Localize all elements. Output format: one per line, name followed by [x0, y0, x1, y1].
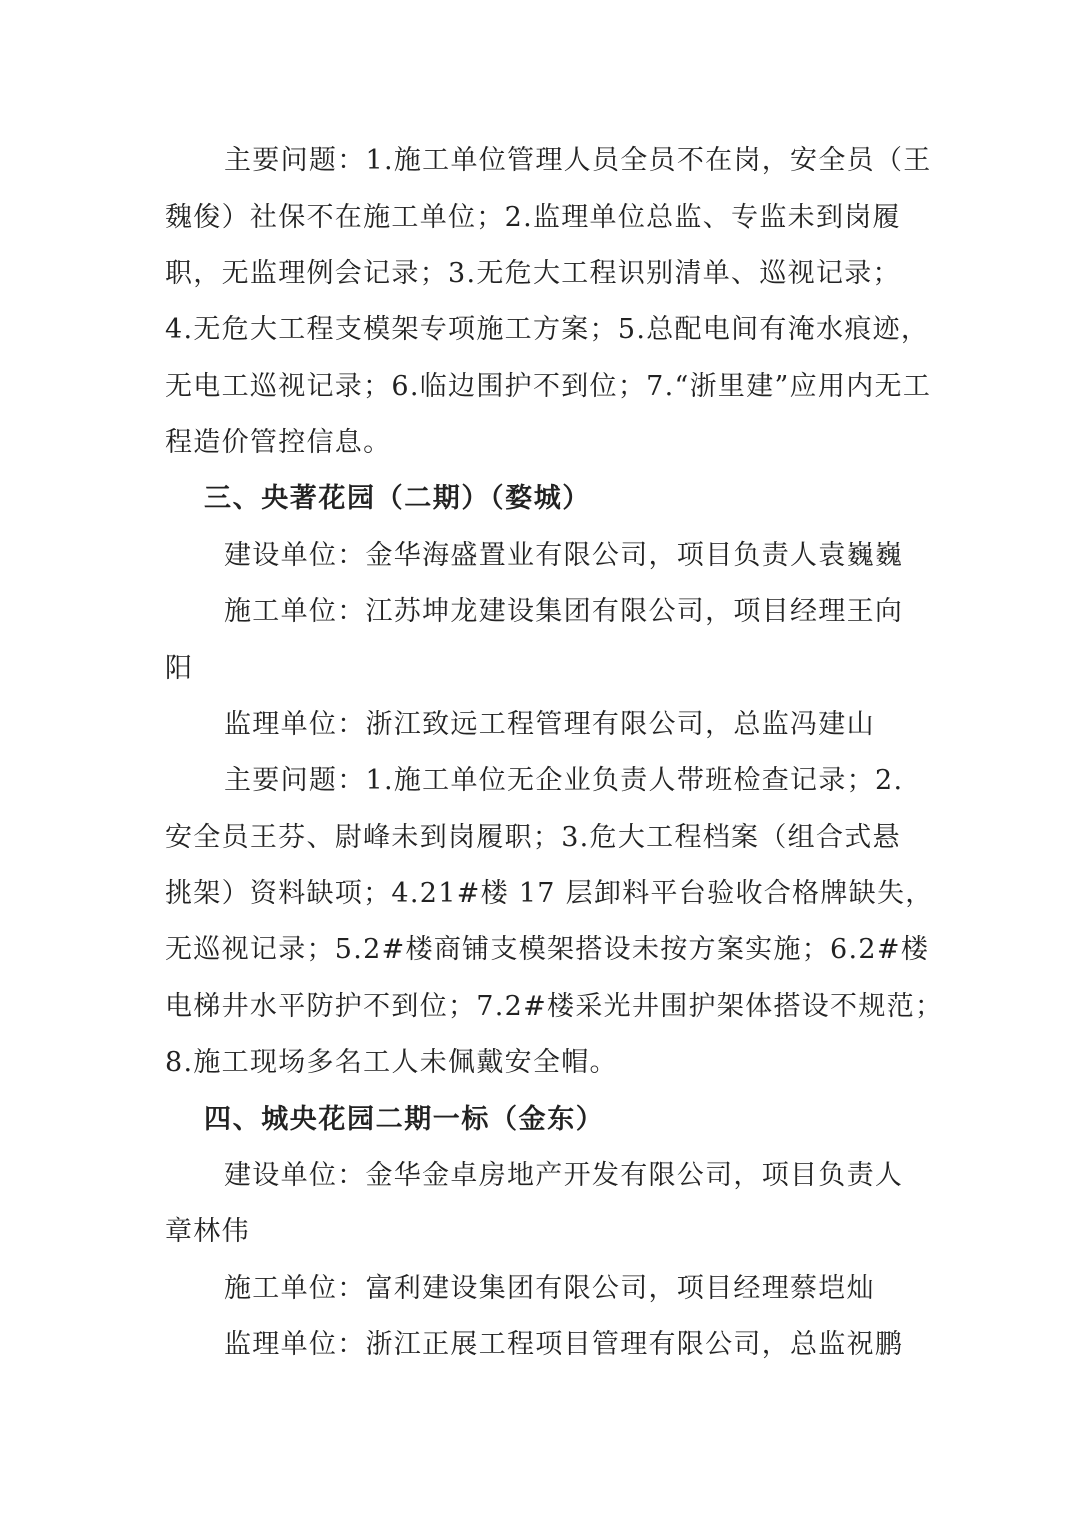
- section-3-problems-line-2: 安全员王芬、尉峰未到岗履职；3.危大工程档案（组合式悬: [165, 822, 901, 853]
- section-3-construction-unit: 建设单位：金华海盛置业有限公司，项目负责人袁巍巍: [224, 540, 904, 571]
- section-3-supervisor: 监理单位：浙江致远工程管理有限公司，总监冯建山: [224, 709, 875, 740]
- problems-2-line-2: 魏俊）社保不在施工单位；2.监理单位总监、专监未到岗履: [165, 202, 901, 233]
- problems-2-line-5: 无电工巡视记录；6.临边围护不到位；7.“浙里建”应用内无工: [165, 371, 932, 402]
- section-3-builder-line-2: 阳: [165, 653, 194, 684]
- section-3-problems-line-4: 无巡视记录；5.2#楼商铺支模架搭设未按方案实施；6.2#楼: [165, 934, 930, 965]
- section-3-problems-line-3: 挑架）资料缺项；4.21#楼 17 层卸料平台验收合格牌缺失，: [165, 878, 934, 909]
- section-4-construction-unit-line-1: 建设单位：金华金卓房地产开发有限公司，项目负责人: [224, 1160, 904, 1191]
- section-3-heading: 三、央著花园（二期）（婺城）: [204, 483, 591, 514]
- problems-2-line-1: 主要问题：1.施工单位管理人员全员不在岗，安全员（王: [224, 145, 932, 176]
- section-4-builder: 施工单位：富利建设集团有限公司，项目经理蔡垲灿: [224, 1273, 875, 1304]
- section-4-construction-unit-line-2: 章林伟: [165, 1216, 250, 1247]
- section-3-problems-line-5: 电梯井水平防护不到位；7.2#楼采光井围护架体搭设不规范；: [165, 991, 944, 1022]
- section-3-problems-line-1: 主要问题：1.施工单位无企业负责人带班检查记录；2.: [224, 765, 904, 796]
- section-3-builder-line-1: 施工单位：江苏坤龙建设集团有限公司，项目经理王向: [224, 596, 904, 627]
- problems-2-line-3: 职，无监理例会记录；3.无危大工程识别清单、巡视记录；: [165, 258, 901, 289]
- problems-2-line-6: 程造价管控信息。: [165, 427, 392, 458]
- section-4-heading: 四、城央花园二期一标（金东）: [204, 1104, 605, 1135]
- section-4-supervisor: 监理单位：浙江正展工程项目管理有限公司，总监祝鹏: [224, 1329, 904, 1360]
- section-3-problems-line-6: 8.施工现场多名工人未佩戴安全帽。: [165, 1047, 618, 1078]
- problems-2-line-4: 4.无危大工程支模架专项施工方案；5.总配电间有淹水痕迹，: [165, 314, 930, 345]
